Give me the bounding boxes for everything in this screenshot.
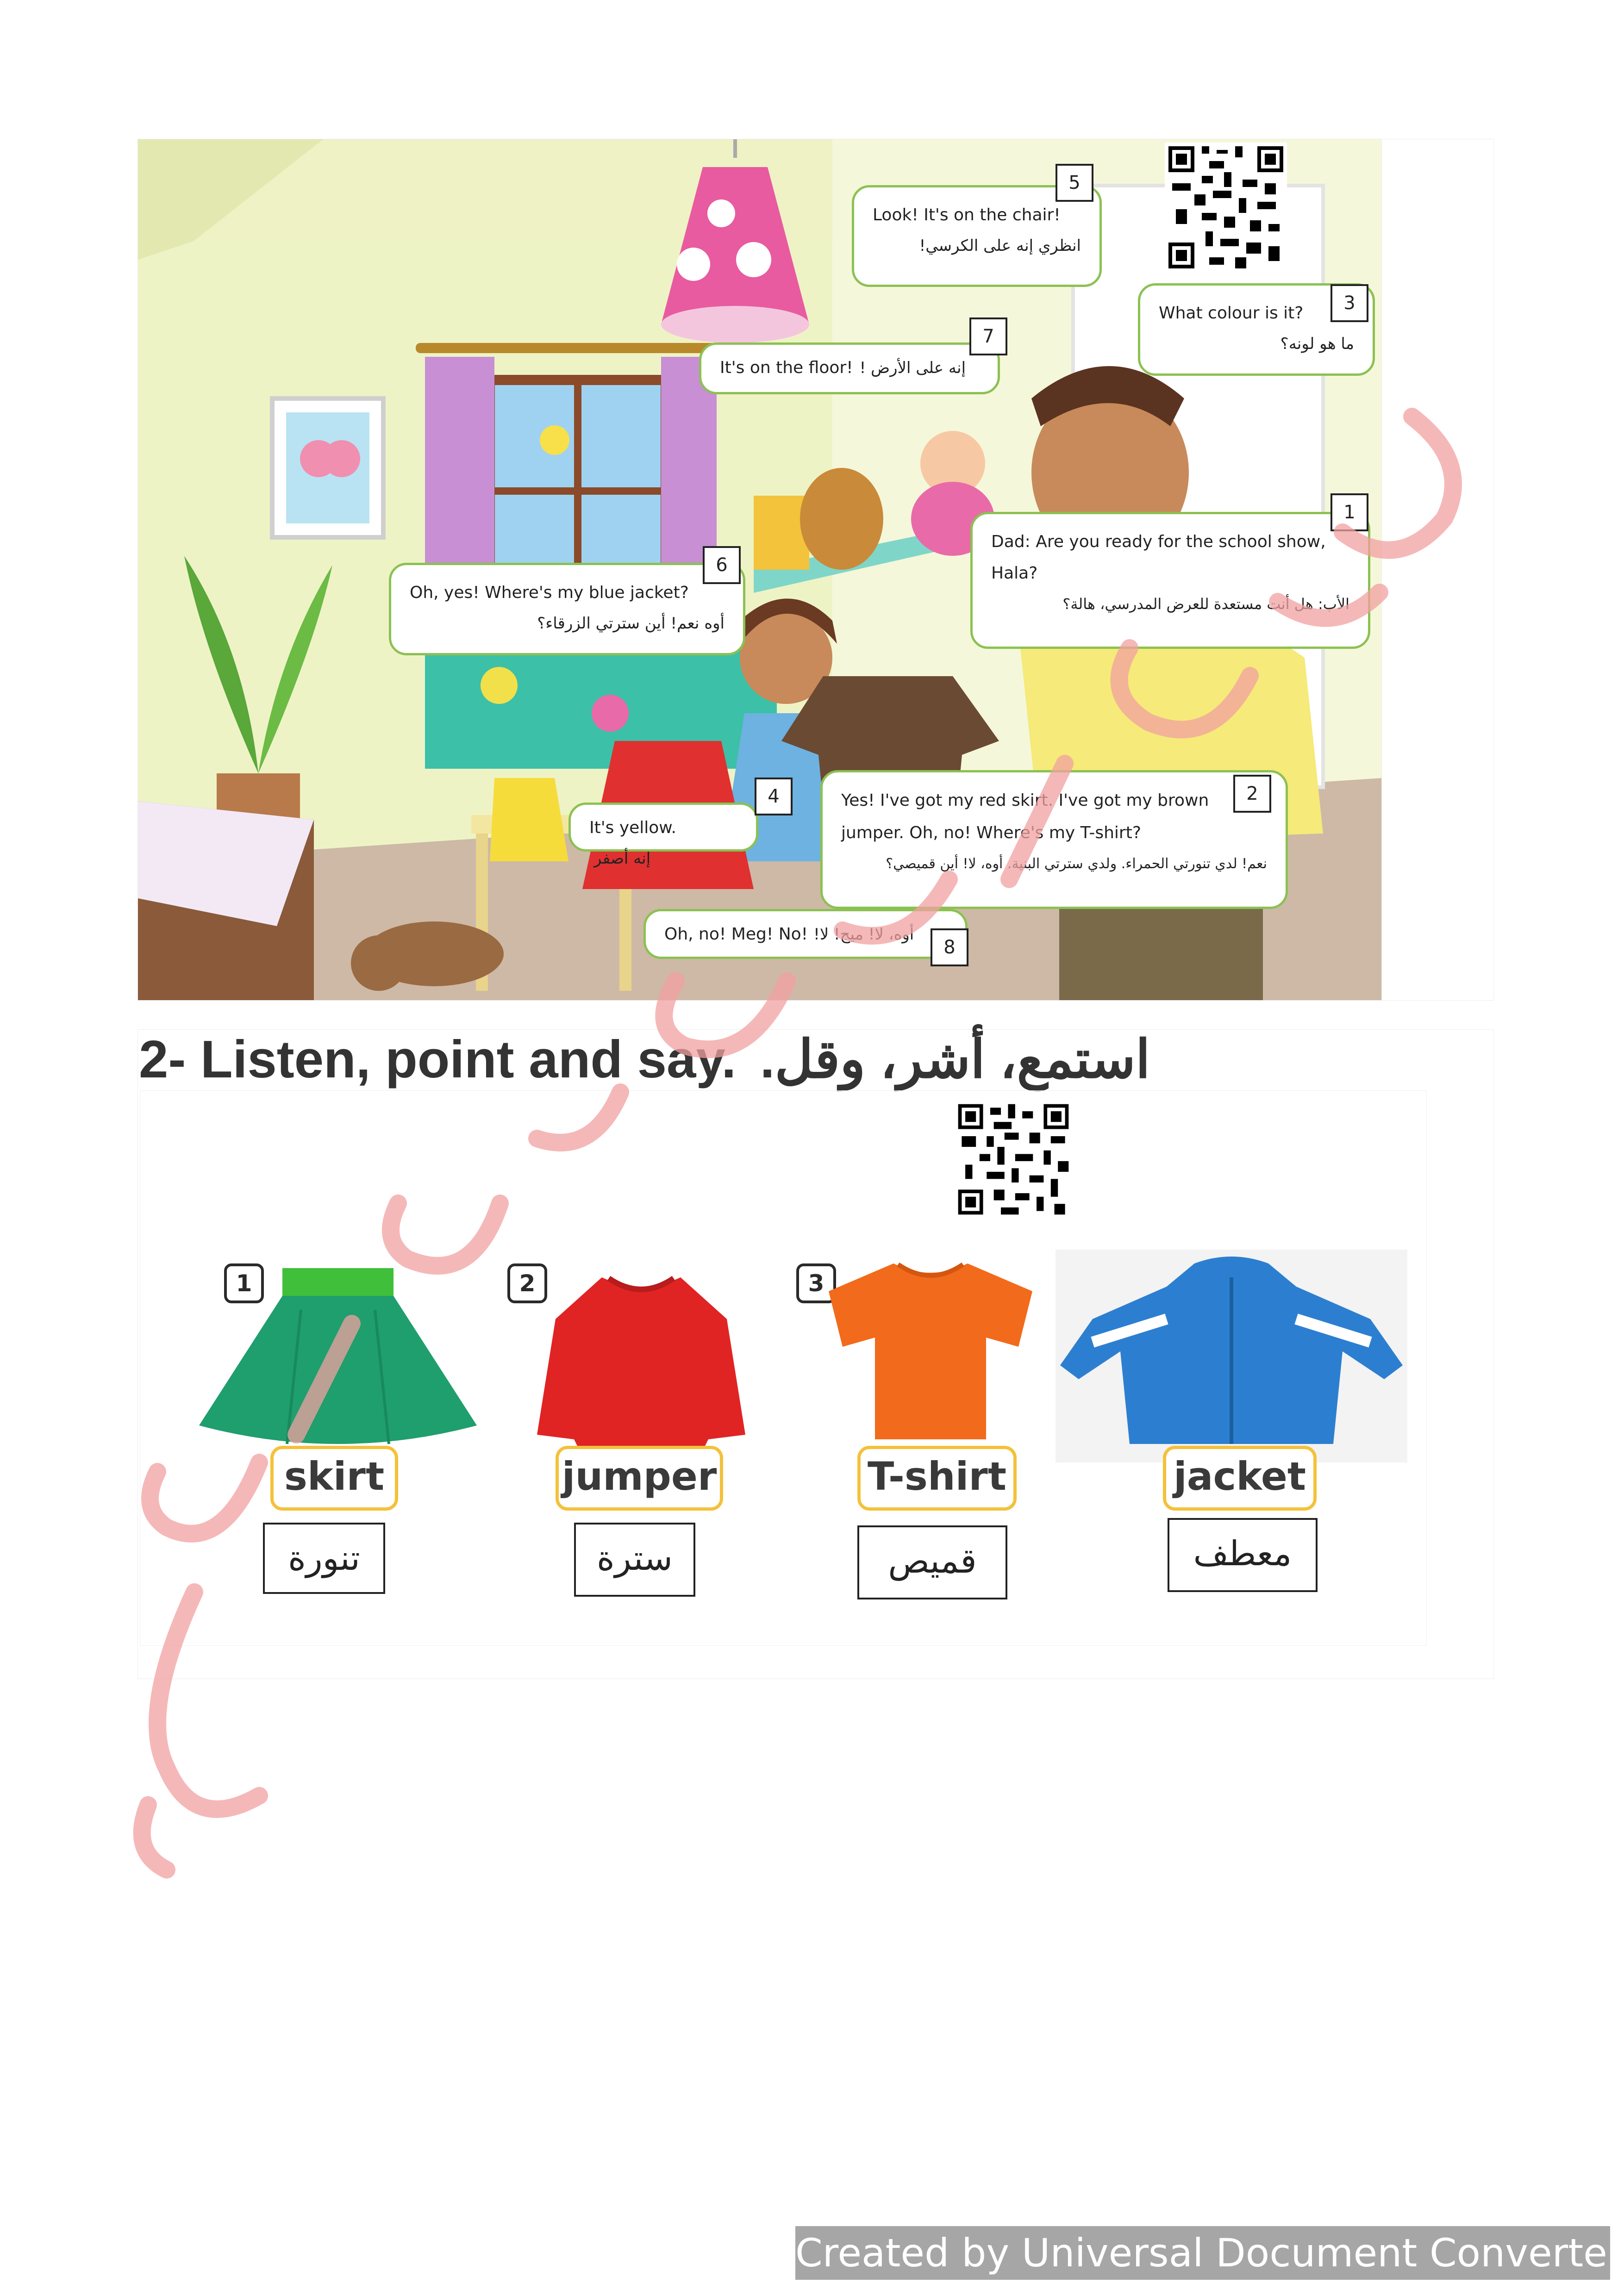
arabic-jumper: سترة [574, 1523, 695, 1597]
t-shirt-image [824, 1259, 1037, 1444]
arabic-skirt: تنورة [263, 1523, 385, 1594]
bubble-3-arabic: ما هو لونه؟ [1280, 335, 1354, 353]
jacket-image [1056, 1250, 1407, 1462]
bubble-3-number: 3 [1330, 284, 1368, 322]
qr-code-listening[interactable] [955, 1101, 1072, 1218]
arabic-jacket: معطف [1168, 1518, 1318, 1592]
bubble-4-arabic: إنه أصفر [594, 849, 651, 868]
bubble-7-arabic: إنه على الأرض ! [859, 359, 966, 377]
bubble-3-english: What colour is it? [1159, 304, 1304, 323]
bubble-1-english: Dad: Are you ready for the school show, Hala? [991, 532, 1326, 583]
speech-bubble-2 [820, 770, 1288, 909]
speech-bubble-6 [389, 563, 745, 655]
item-2-number: 2 [507, 1263, 547, 1303]
item-3-number: 3 [796, 1263, 836, 1303]
speech-bubble-1 [970, 512, 1370, 649]
bubble-6-arabic: أوه نعم! أين سترتي الزرقاء؟ [537, 614, 725, 633]
word-t-shirt: T-shirt [857, 1446, 1017, 1511]
bubble-5-number: 5 [1056, 164, 1093, 202]
bubble-8-number: 8 [931, 928, 968, 966]
speech-bubble-4 [568, 803, 758, 868]
qr-code-top[interactable] [1165, 143, 1287, 272]
bubble-6-number: 6 [703, 546, 741, 584]
bubble-1-number: 1 [1330, 493, 1368, 531]
word-skirt: skirt [270, 1446, 398, 1511]
section-2-title-arabic: استمع، أشر، وقل. [760, 1030, 1150, 1089]
bubble-6-english: Oh, yes! Where's my blue jacket? [410, 583, 689, 602]
skirt-image [194, 1268, 481, 1462]
section-2-title-english: 2- Listen, point and say. [139, 1030, 737, 1089]
bubble-8-english: Oh, no! Meg! No! [664, 925, 808, 944]
bubble-4-english: It's yellow. [589, 818, 676, 837]
arabic-t-shirt: قميص [857, 1525, 1007, 1599]
jumper-image [532, 1268, 750, 1453]
converter-footer: Created by Universal Document Converter [795, 2226, 1610, 2280]
qr-code-icon [955, 1101, 1072, 1218]
bubble-5-arabic: انظري إنه على الكرسي! [919, 236, 1081, 255]
word-jacket: jacket [1163, 1446, 1317, 1511]
speech-bubble-7 [699, 342, 1000, 394]
section-2-title [139, 1027, 1296, 1092]
bubble-2-english: Yes! I've got my red skirt. I've got my brown jumper. Oh, no! Where's my T-shirt? [841, 791, 1209, 842]
bubble-8-arabic: أوه، لا! ميج! لا! [813, 925, 914, 944]
bubble-2-number: 2 [1233, 775, 1271, 813]
speech-bubble-8 [643, 909, 968, 959]
bubble-7-english: It's on the floor! [720, 358, 853, 377]
bubble-1-arabic: الأب: هل أنت مستعدة للعرض المدرسي، هالة؟ [1062, 595, 1349, 613]
item-1-number: 1 [224, 1263, 264, 1303]
bubble-2-arabic: نعم! لدي تنورتي الحمراء. ولدي سترتي البنية. أوه، لا! أين قميصي؟ [886, 856, 1267, 872]
bubble-7-number: 7 [969, 317, 1007, 355]
bubble-5-english: Look! It's on the chair! [873, 205, 1061, 224]
bubble-4-number: 4 [755, 778, 793, 815]
word-jumper: jumper [556, 1446, 723, 1511]
qr-code-icon [1165, 143, 1287, 272]
